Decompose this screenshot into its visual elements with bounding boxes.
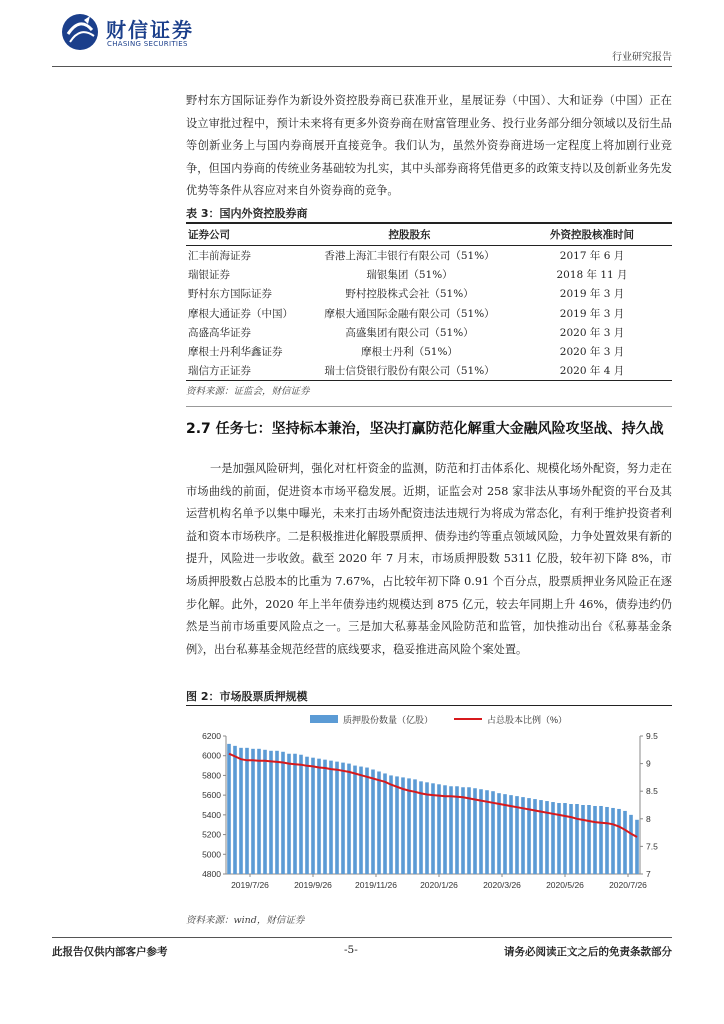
bar-mark: [287, 754, 291, 874]
bar-mark: [257, 749, 261, 874]
bar-mark: [479, 789, 483, 874]
table-cell: 2017 年 6 月: [559, 250, 625, 263]
bar-mark: [347, 764, 351, 874]
table-cell: 2020 年 4 月: [559, 365, 625, 378]
bar-mark: [401, 777, 405, 874]
y-left-tick-label: 6200: [202, 731, 221, 741]
pledge-chart-svg: [186, 706, 672, 906]
bar-mark: [593, 806, 597, 874]
bar-mark: [269, 751, 273, 874]
bar-mark: [293, 754, 297, 874]
bar-mark: [377, 771, 381, 874]
bar-mark: [599, 806, 603, 874]
intro-paragraph: 野村东方国际证券作为新设外资控股券商已获准开业，星展证券（中国）、大和证券（中国）正在设立审批过程中，预计未来将有更多外资券商在财富管理业务、投行业务部分细分领域以及衍生品等创新业务上与国内券商展开直接竞争。我们认为，虽然外资券商进场一定程度上将加剧行业竞争，但国内券商的传统业务基础较为扎实，其中头部券商将凭借更多的政策支持以及创新业务先发优势等条件从容应对来自外资券商的竞争。: [186, 94, 672, 198]
section-heading: 2.7 任务七：坚持标本兼治，坚决打赢防范化解重大金融风险攻坚战、持久战: [186, 421, 664, 437]
x-tick-label: 2019/9/26: [294, 880, 332, 890]
logo-chinese-name: 财信证券: [106, 18, 194, 42]
table-row: [186, 323, 672, 342]
bar-mark: [365, 768, 369, 874]
bar-mark: [425, 782, 429, 874]
bar-mark: [353, 766, 357, 874]
logo-english-name: CHASING SECURITIES: [107, 40, 188, 48]
bar-mark: [623, 811, 627, 874]
bar-mark: [587, 805, 591, 874]
legend-bar-swatch: [310, 715, 338, 723]
table-row: [186, 265, 672, 284]
bar-mark: [497, 793, 501, 874]
bar-mark: [413, 779, 417, 874]
bar-mark: [251, 749, 255, 874]
bar-mark: [605, 807, 609, 874]
bar-mark: [455, 786, 459, 874]
footer-disclaimer-right: 请务必阅读正文之后的免责条款部分: [504, 946, 672, 958]
table-cell: 摩根大通证券（中国）: [188, 307, 293, 320]
footer-disclaimer-left: 此报告仅供内部客户参考: [52, 946, 168, 958]
bar-mark: [461, 787, 465, 874]
table-cell: 瑞士信贷银行股份有限公司（51%）: [324, 365, 495, 378]
bar-mark: [335, 762, 339, 874]
x-tick-label: 2020/7/26: [609, 880, 647, 890]
bar-mark: [581, 805, 585, 874]
table-cell: 高盛高华证券: [188, 326, 251, 339]
table-cell: 高盛集团有限公司（51%）: [345, 326, 474, 339]
bar-mark: [629, 815, 633, 874]
table-cell: 瑞信方正证券: [188, 365, 251, 378]
figure-source-note: 资料来源：wind，财信证券: [186, 915, 305, 926]
legend-bar-label: 质押股份数量（亿股）: [343, 715, 434, 725]
bar-mark: [389, 775, 393, 874]
bar-mark: [233, 746, 237, 874]
bar-mark: [317, 759, 321, 874]
y-left-tick-label: 5000: [202, 849, 221, 860]
bar-mark: [239, 748, 243, 874]
y-right-tick-label: 8.5: [646, 786, 658, 797]
y-right-tick-label: 9: [646, 758, 651, 769]
bar-mark: [245, 748, 249, 874]
x-tick-label: 2019/11/26: [355, 880, 397, 890]
brokers-table: [186, 222, 672, 381]
report-type-label: 行业研究报告: [612, 52, 672, 63]
table-cell: 野村控股株式会社（51%）: [345, 288, 474, 301]
y-right-tick-label: 7: [646, 869, 651, 879]
bar-mark: [563, 803, 567, 874]
table-cell: 2019 年 3 月: [559, 288, 625, 301]
table-cell: 2020 年 3 月: [559, 326, 625, 339]
header-divider: [52, 66, 672, 67]
table-cell: 汇丰前海证券: [188, 250, 251, 263]
bar-mark: [305, 757, 309, 874]
y-left-tick-label: 5200: [202, 829, 221, 840]
bar-mark: [383, 773, 387, 874]
table-cell: 瑞银集团（51%）: [366, 269, 453, 282]
bar-mark: [341, 763, 345, 874]
bar-mark: [611, 808, 615, 874]
table-caption: 表 3：国内外资控股券商: [186, 207, 308, 220]
bar-mark: [299, 755, 303, 874]
table-row: [186, 342, 672, 361]
table-header-cell: 证券公司: [188, 229, 230, 241]
bar-mark: [227, 744, 231, 874]
bar-mark: [437, 784, 441, 874]
footer-divider: [52, 937, 672, 938]
bar-mark: [329, 761, 333, 874]
y-right-tick-label: 9.5: [646, 731, 658, 741]
bar-mark: [467, 787, 471, 874]
pledge-chart: [186, 706, 672, 906]
bar-mark: [395, 776, 399, 874]
logo-emblem-icon: [60, 12, 100, 52]
table-cell: 2020 年 3 月: [559, 346, 625, 359]
bar-mark: [407, 778, 411, 874]
table-cell: 2018 年 11 月: [556, 269, 628, 282]
bar-mark: [449, 786, 453, 874]
table-cell: 野村东方国际证券: [188, 288, 272, 301]
table-cell: 摩根士丹利华鑫证券: [188, 346, 283, 359]
body-paragraph: 一是加强风险研判，强化对杠杆资金的监测，防范和打击体系化、规模化场外配资，努力走在市场曲线的前面，促进资本市场平稳发展。近期，证监会对 258 家非法从事场外配资的平台及其运营机构名单予以集中曝光，未来打击场外配资违法违规行为将成为常态化，有利于维护投资者利益和资本市场秩序。二是积极推进化解股票质押、债券违约等重点领域风险，力争处置效果有新的提升，风险进一步收敛。截至 2020 年 7 月末，市场质押股数 5311 亿股，较年初下降 8%，市场质押股数占总股本的比重为 7.67%，占比较年初下降 0.91 个百分点，股票质押业务风险正在逐步化解。此外，2020 年上半年债券违约规模达到 875 亿元，较去年同期上升 46%，债券违约仍然是当前市场重要风险点之一。三是加大私募基金风险防范和监管，加快推动出台《私募基金条例》，出台私募基金规范经营的底线要求，稳妥推进高风险个案处置。: [186, 462, 672, 656]
bar-mark: [281, 752, 285, 874]
legend-line-label: 占总股本比例（%）: [487, 715, 568, 725]
bar-mark: [323, 760, 327, 874]
bar-mark: [419, 781, 423, 874]
y-left-tick-label: 5400: [202, 809, 221, 820]
table-cell: 摩根士丹利（51%）: [361, 346, 458, 359]
table-cell: 瑞银证券: [188, 269, 230, 282]
table-cell: 摩根大通国际金融有限公司（51%）: [324, 307, 495, 320]
y-right-tick-label: 7.5: [646, 841, 658, 852]
bar-mark: [635, 820, 639, 874]
y-left-tick-label: 4800: [202, 869, 221, 879]
table-row: [186, 284, 672, 303]
figure-caption: 图 2：市场股票质押规模: [186, 690, 308, 703]
y-left-tick-label: 5600: [202, 790, 221, 801]
bar-mark: [371, 770, 375, 874]
table-cell: 香港上海汇丰银行有限公司（51%）: [324, 250, 495, 263]
table-header-cell: 外资控股核准时间: [550, 229, 635, 241]
x-tick-label: 2020/5/26: [546, 880, 584, 890]
y-right-tick-label: 8: [646, 813, 651, 824]
bar-mark: [263, 750, 267, 874]
bar-mark: [575, 804, 579, 874]
table-header-cell: 控股股东: [388, 229, 431, 241]
company-logo: [60, 12, 250, 52]
table-header-row: [186, 223, 672, 246]
page-number: -5-: [344, 944, 358, 956]
bar-mark: [275, 751, 279, 874]
bar-mark: [311, 758, 315, 874]
table-row: [186, 304, 672, 323]
x-tick-label: 2020/1/26: [420, 880, 458, 890]
y-left-tick-label: 5800: [202, 770, 221, 781]
bar-mark: [617, 809, 621, 874]
bar-mark: [359, 767, 363, 874]
table-row: [186, 246, 672, 266]
bar-mark: [431, 783, 435, 874]
bar-mark: [569, 804, 573, 874]
table-source-note: 资料来源：证监会，财信证券: [186, 386, 310, 397]
x-tick-label: 2020/3/26: [483, 880, 521, 890]
y-left-tick-label: 6000: [202, 750, 221, 761]
table-row: [186, 361, 672, 381]
table-cell: 2019 年 3 月: [559, 307, 625, 320]
bar-mark: [473, 788, 477, 874]
bar-mark: [443, 785, 447, 874]
section-divider: [186, 406, 672, 407]
x-tick-label: 2019/7/26: [231, 880, 269, 890]
